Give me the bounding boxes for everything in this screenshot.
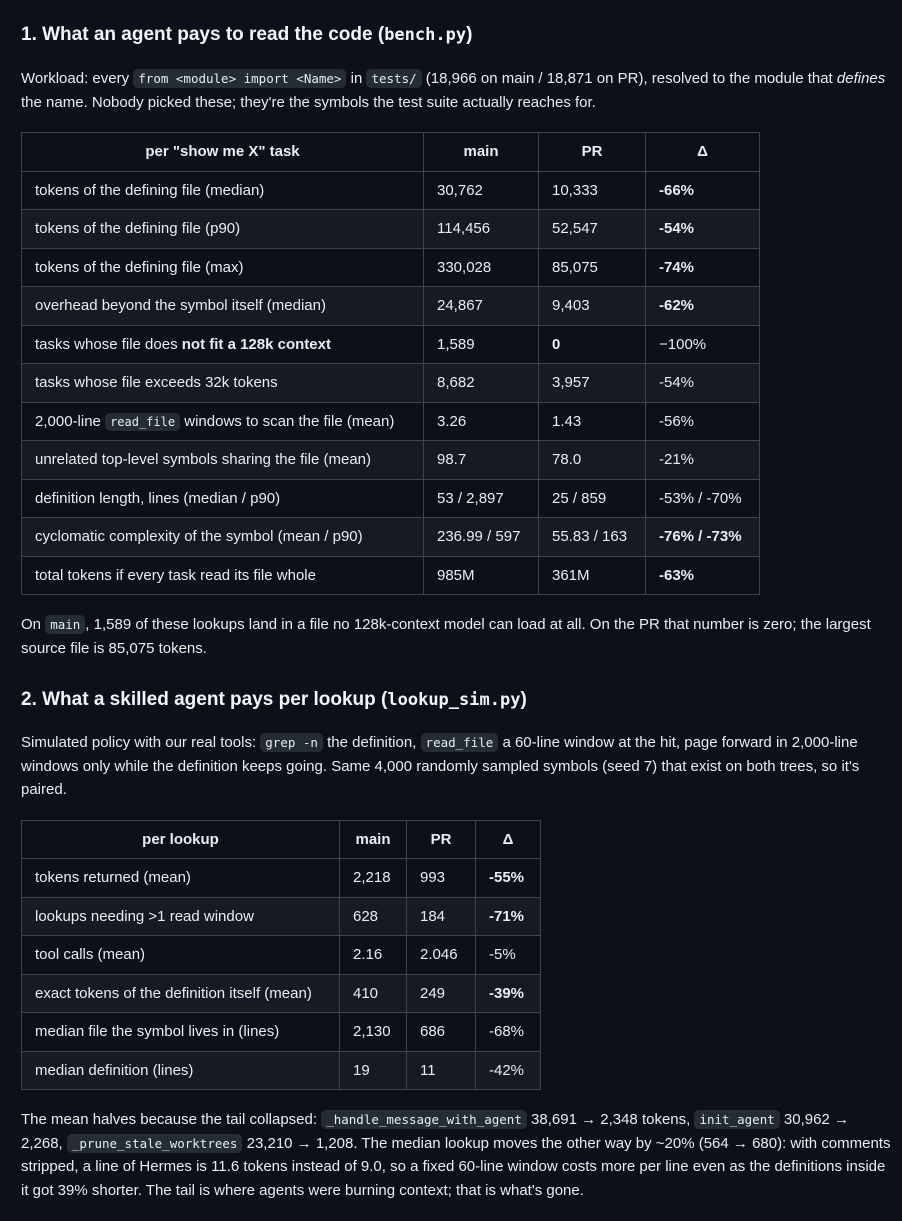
section-2-intro (21, 731, 891, 802)
row-label: unrelated top-level symbols sharing the file (mean) (22, 441, 424, 480)
column-header-main: main (424, 133, 539, 172)
inline-code-import: from <module> import <Name> (133, 69, 346, 88)
table-row (22, 1051, 541, 1090)
delta-value: -54% (646, 364, 760, 403)
main-value: 24,867 (424, 287, 539, 326)
main-value: 410 (340, 974, 407, 1013)
main-value: 114,456 (424, 210, 539, 249)
pr-value: 11 (407, 1051, 476, 1090)
row-label-text: 2,000-line (35, 412, 106, 430)
delta-value: −100% (646, 325, 760, 364)
inline-code-init-agent: init_agent (694, 1110, 779, 1129)
delta-value: -21% (646, 441, 760, 480)
column-header-main: main (340, 820, 407, 859)
table-row (22, 248, 760, 287)
inline-code-prune-worktrees: _prune_stale_worktrees (67, 1134, 243, 1153)
delta-value: -55% (476, 859, 541, 898)
delta-value: -39% (476, 974, 541, 1013)
pr-value: 10,333 (539, 171, 646, 210)
main-value: 236.99 / 597 (424, 518, 539, 557)
summary-text: , 1,589 of these lookups land in a file no 128k-context model can load at all. On the PR that number is zero; the largest source file is 85,075 tokens. (21, 616, 871, 657)
delta-value: -5% (476, 936, 541, 975)
table-row (22, 974, 541, 1013)
section-2-heading-code: lookup_sim.py (387, 690, 521, 710)
table-row (22, 859, 541, 898)
row-label: tasks whose file exceeds 32k tokens (22, 364, 424, 403)
section-1-heading (21, 21, 891, 49)
delta-value: -68% (476, 1013, 541, 1052)
table-row (22, 556, 760, 595)
pr-value: 686 (407, 1013, 476, 1052)
pr-value: 52,547 (539, 210, 646, 249)
lookup-table (21, 820, 541, 1091)
summary-text: 38,691 → 2,348 tokens, (526, 1111, 695, 1128)
inline-code-handle-message: _handle_message_with_agent (321, 1110, 527, 1129)
row-label-text: tasks whose file does (35, 335, 182, 353)
pr-value: 1.43 (539, 402, 646, 441)
table-row (22, 402, 760, 441)
main-value: 2,130 (340, 1013, 407, 1052)
column-header-pr: PR (539, 133, 646, 172)
section-1-intro (21, 67, 891, 114)
row-label: tokens of the defining file (p90) (22, 210, 424, 249)
intro-text: Workload: every (21, 70, 134, 87)
intro-text: the definition, (322, 734, 421, 751)
column-header-pr: PR (407, 820, 476, 859)
inline-code-read-file: read_file (105, 413, 180, 431)
table-row (22, 287, 760, 326)
delta-value: -56% (646, 402, 760, 441)
column-header-lookup: per lookup (22, 820, 340, 859)
table-header-row (22, 820, 541, 859)
delta-value: -54% (646, 210, 760, 249)
summary-text: 30,962 → 2,268, (21, 1111, 849, 1152)
row-label-bold: not fit a 128k context (181, 335, 331, 353)
row-label (22, 325, 424, 364)
pr-value: 0 (539, 325, 646, 364)
row-label: tool calls (mean) (22, 936, 340, 975)
row-label: overhead beyond the symbol itself (median) (22, 287, 424, 326)
main-value: 1,589 (424, 325, 539, 364)
row-label: total tokens if every task read its file whole (22, 556, 424, 595)
intro-text: the name. Nobody picked these; they're the symbols the test suite actually reaches for. (21, 93, 596, 111)
delta-value: -62% (646, 287, 760, 326)
intro-text: a 60-line window at the hit, page forward in 2,000-line windows only while the definition keeps going. Same 4,000 randomly sampled symbols (seed 7) that exist on both trees, so it's paired. (21, 734, 860, 798)
row-label: median definition (lines) (22, 1051, 340, 1090)
main-value: 985M (424, 556, 539, 595)
section-2-heading (21, 686, 891, 714)
inline-code-tests: tests/ (366, 69, 421, 88)
delta-value: -42% (476, 1051, 541, 1090)
document (0, 21, 891, 1202)
intro-text: (18,966 on main / 18,871 on PR), resolved to the module that (421, 70, 837, 87)
table-row (22, 479, 760, 518)
table-row (22, 441, 760, 480)
pr-value: 361M (539, 556, 646, 595)
section-1-heading-code: bench.py (384, 25, 467, 45)
delta-value: -71% (476, 897, 541, 936)
table-row (22, 897, 541, 936)
row-label: tokens returned (mean) (22, 859, 340, 898)
pr-value: 3,957 (539, 364, 646, 403)
emphasis-defines: defines (836, 70, 886, 87)
row-label: tokens of the defining file (median) (22, 171, 424, 210)
pr-value: 184 (407, 897, 476, 936)
table-row (22, 518, 760, 557)
intro-text: Simulated policy with our real tools: (21, 734, 261, 751)
table-row (22, 364, 760, 403)
section-1-summary (21, 613, 891, 660)
section-2-heading-suffix: ) (520, 689, 527, 710)
row-label: exact tokens of the definition itself (mean) (22, 974, 340, 1013)
table-header-row (22, 133, 760, 172)
delta-value: -66% (646, 171, 760, 210)
delta-value: -53% / -70% (646, 479, 760, 518)
pr-value: 55.83 / 163 (539, 518, 646, 557)
summary-text: On (21, 616, 46, 633)
row-label: lookups needing >1 read window (22, 897, 340, 936)
summary-text: The mean halves because the tail collapsed: (21, 1111, 322, 1128)
table-row (22, 325, 760, 364)
column-header-task: per "show me X" task (22, 133, 424, 172)
pr-value: 25 / 859 (539, 479, 646, 518)
table-row (22, 936, 541, 975)
main-value: 19 (340, 1051, 407, 1090)
row-label: cyclomatic complexity of the symbol (mean / p90) (22, 518, 424, 557)
pr-value: 993 (407, 859, 476, 898)
main-value: 3.26 (424, 402, 539, 441)
section-1-heading-suffix: ) (466, 24, 473, 45)
row-label-text: windows to scan the file (mean) (180, 412, 395, 430)
delta-value: -63% (646, 556, 760, 595)
table-row (22, 1013, 541, 1052)
pr-value: 9,403 (539, 287, 646, 326)
summary-text: 23,210 → 1,208. The median lookup moves the other way by ~20% (564 → 680): with comments stripped, a line of Hermes is 11.6 tokens instead of 9.0, so a fixed 60-line window costs more per line even as the definitions inside it got 39% shorter. The tail is where agents were burning context; that is what's gone. (21, 1134, 891, 1199)
main-value: 8,682 (424, 364, 539, 403)
pr-value: 249 (407, 974, 476, 1013)
table-row (22, 210, 760, 249)
main-value: 98.7 (424, 441, 539, 480)
inline-code-grep: grep -n (260, 733, 323, 752)
row-label: tokens of the defining file (max) (22, 248, 424, 287)
main-value: 628 (340, 897, 407, 936)
intro-text: in (346, 70, 367, 87)
pr-value: 2.046 (407, 936, 476, 975)
row-label (22, 402, 424, 441)
inline-code-main: main (45, 615, 85, 634)
column-header-delta: Δ (476, 820, 541, 859)
table-row (22, 171, 760, 210)
main-value: 2,218 (340, 859, 407, 898)
main-value: 330,028 (424, 248, 539, 287)
bench-table (21, 132, 760, 595)
delta-value: -76% / -73% (646, 518, 760, 557)
inline-code-read-file: read_file (421, 733, 499, 752)
row-label: median file the symbol lives in (lines) (22, 1013, 340, 1052)
main-value: 2.16 (340, 936, 407, 975)
main-value: 53 / 2,897 (424, 479, 539, 518)
delta-value: -74% (646, 248, 760, 287)
pr-value: 78.0 (539, 441, 646, 480)
pr-value: 85,075 (539, 248, 646, 287)
section-1-heading-prefix: 1. What an agent pays to read the code ( (21, 24, 385, 45)
section-2-heading-prefix: 2. What a skilled agent pays per lookup ( (21, 689, 388, 710)
row-label: definition length, lines (median / p90) (22, 479, 424, 518)
main-value: 30,762 (424, 171, 539, 210)
section-2-summary (21, 1108, 891, 1202)
column-header-delta: Δ (646, 133, 760, 172)
